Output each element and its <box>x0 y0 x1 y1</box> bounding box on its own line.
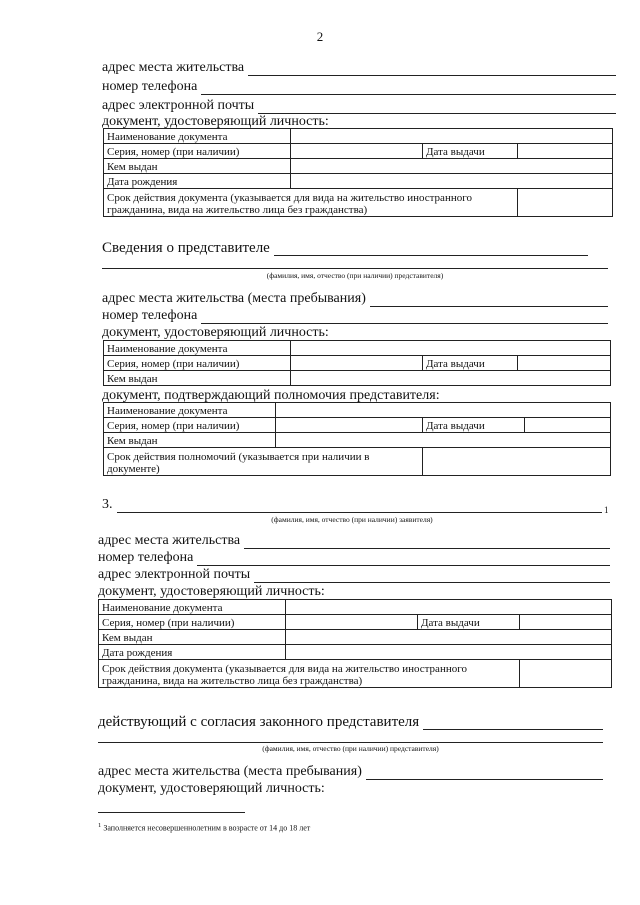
representative-heading: Сведения о представителе <box>102 240 270 256</box>
phone-field[interactable] <box>201 82 616 95</box>
rep-address-label: адрес места жительства (места пребывания) <box>102 291 366 306</box>
a3-doc-name-label: Наименование документа <box>99 600 286 615</box>
phone-line <box>102 79 616 95</box>
footnote-text: Заполняется несовершеннолетним в возрасте от 14 до 18 лет <box>103 823 311 833</box>
a3-email-label: адрес электронной почты <box>98 567 251 582</box>
applicant3-caption: (фамилия, имя, отчество (при наличии) заявителя) <box>271 515 433 524</box>
a3-issued-by-field[interactable] <box>286 630 612 645</box>
a3-validity-label: Срок действия документа (указывается для вида на жительство иностранного гражданина, вида на жительство лица без гражданства) <box>99 660 520 688</box>
issue-date-field[interactable] <box>518 144 613 159</box>
auth-issue-date-field[interactable] <box>525 418 611 433</box>
a3-series-field[interactable] <box>286 615 418 630</box>
a3-series-label: Серия, номер (при наличии) <box>99 615 286 630</box>
auth-issued-by-field[interactable] <box>276 433 611 448</box>
auth-series-label: Серия, номер (при наличии) <box>104 418 276 433</box>
issue-date-label: Дата выдачи <box>423 144 518 159</box>
representative-name-line <box>102 268 608 269</box>
series-label: Серия, номер (при наличии) <box>104 144 291 159</box>
lr-id-doc-label: документ, удостоверяющий личность: <box>98 781 325 796</box>
validity-field[interactable] <box>518 189 613 217</box>
validity-label: Срок действия документа (указывается для вида на жительство иностранного гражданина, вида на жительство лица без гражданства) <box>104 189 518 217</box>
legal-rep-name-field[interactable] <box>423 717 603 730</box>
applicant3-number: 3. <box>102 497 113 512</box>
auth-doc-name-field[interactable] <box>276 403 611 418</box>
rep-authority-table <box>103 402 611 476</box>
rep-id-doc-label: документ, удостоверяющий личность: <box>102 325 329 340</box>
doc-name-label: Наименование документа <box>104 129 291 144</box>
a3-doc-name-field[interactable] <box>286 600 612 615</box>
email-field[interactable] <box>258 101 616 114</box>
issued-by-field[interactable] <box>291 159 613 174</box>
birth-date-label: Дата рождения <box>104 174 291 189</box>
lr-address-line <box>98 764 603 780</box>
rep-doc-name-field[interactable] <box>291 341 611 356</box>
page-number: 2 <box>316 29 324 44</box>
a3-validity-field[interactable] <box>520 660 612 688</box>
a3-phone-line <box>98 550 610 566</box>
a3-email-field[interactable] <box>254 570 610 583</box>
auth-issued-by-label: Кем выдан <box>104 433 276 448</box>
rep-issued-by-field[interactable] <box>291 371 611 386</box>
a3-address-label: адрес места жительства <box>98 533 241 548</box>
lr-address-field[interactable] <box>366 767 603 780</box>
a3-email-line <box>98 567 610 583</box>
phone-label: номер телефона <box>102 79 198 94</box>
id-doc-label: документ, удостоверяющий личность: <box>102 114 329 129</box>
legal-rep-name-line <box>98 742 603 743</box>
rep-issue-date-field[interactable] <box>518 356 611 371</box>
rep-address-field[interactable] <box>370 294 608 307</box>
rep-phone-field[interactable] <box>201 311 608 324</box>
applicant-id-table <box>103 128 613 217</box>
rep-phone-label: номер телефона <box>102 308 198 323</box>
representative-line <box>102 240 588 256</box>
legal-rep-heading: действующий с согласия законного представителя <box>98 714 420 730</box>
a3-phone-label: номер телефона <box>98 550 194 565</box>
lr-address-label: адрес места жительства (места пребывания) <box>98 764 362 779</box>
birth-date-field[interactable] <box>291 174 613 189</box>
a3-id-doc-line <box>98 584 610 600</box>
series-field[interactable] <box>291 144 423 159</box>
rep-issue-date-label: Дата выдачи <box>423 356 518 371</box>
a3-id-table <box>98 599 612 688</box>
email-line <box>102 98 616 114</box>
doc-name-field[interactable] <box>291 129 613 144</box>
rep-id-table <box>103 340 611 386</box>
applicant3-line <box>102 497 602 513</box>
applicant3-footnote-mark: 1 <box>604 505 609 515</box>
rep-id-doc-line <box>102 325 608 341</box>
legal-rep-caption: (фамилия, имя, отчество (при наличии) представителя) <box>262 744 439 753</box>
footnote <box>98 822 310 833</box>
a3-issue-date-field[interactable] <box>520 615 612 630</box>
applicant3-name-field[interactable] <box>117 500 603 513</box>
legal-rep-line <box>98 714 603 730</box>
rep-authority-label: документ, подтверждающий полномочия представителя: <box>102 388 440 403</box>
a3-phone-field[interactable] <box>197 553 610 566</box>
a3-birth-date-field[interactable] <box>286 645 612 660</box>
address-field[interactable] <box>248 63 616 76</box>
rep-doc-name-label: Наименование документа <box>104 341 291 356</box>
a3-id-doc-label: документ, удостоверяющий личность: <box>98 584 325 599</box>
rep-address-line <box>102 291 608 307</box>
footnote-separator <box>98 812 245 813</box>
a3-address-line <box>98 533 610 549</box>
rep-series-field[interactable] <box>291 356 423 371</box>
address-label: адрес места жительства <box>102 60 245 75</box>
rep-issued-by-label: Кем выдан <box>104 371 291 386</box>
rep-series-label: Серия, номер (при наличии) <box>104 356 291 371</box>
a3-birth-date-label: Дата рождения <box>99 645 286 660</box>
representative-caption: (фамилия, имя, отчество (при наличии) представителя) <box>266 271 444 280</box>
auth-validity-label: Срок действия полномочий (указывается при наличии в документе) <box>104 448 423 476</box>
issued-by-label: Кем выдан <box>104 159 291 174</box>
a3-address-field[interactable] <box>244 536 610 549</box>
footnote-mark: 1 <box>98 822 102 829</box>
email-label: адрес электронной почты <box>102 98 255 113</box>
rep-phone-line <box>102 308 608 324</box>
auth-issue-date-label: Дата выдачи <box>423 418 525 433</box>
a3-issued-by-label: Кем выдан <box>99 630 286 645</box>
auth-validity-field[interactable] <box>423 448 611 476</box>
address-line <box>102 60 616 76</box>
auth-series-field[interactable] <box>276 418 423 433</box>
auth-doc-name-label: Наименование документа <box>104 403 276 418</box>
a3-issue-date-label: Дата выдачи <box>418 615 520 630</box>
representative-name-field[interactable] <box>274 243 588 256</box>
